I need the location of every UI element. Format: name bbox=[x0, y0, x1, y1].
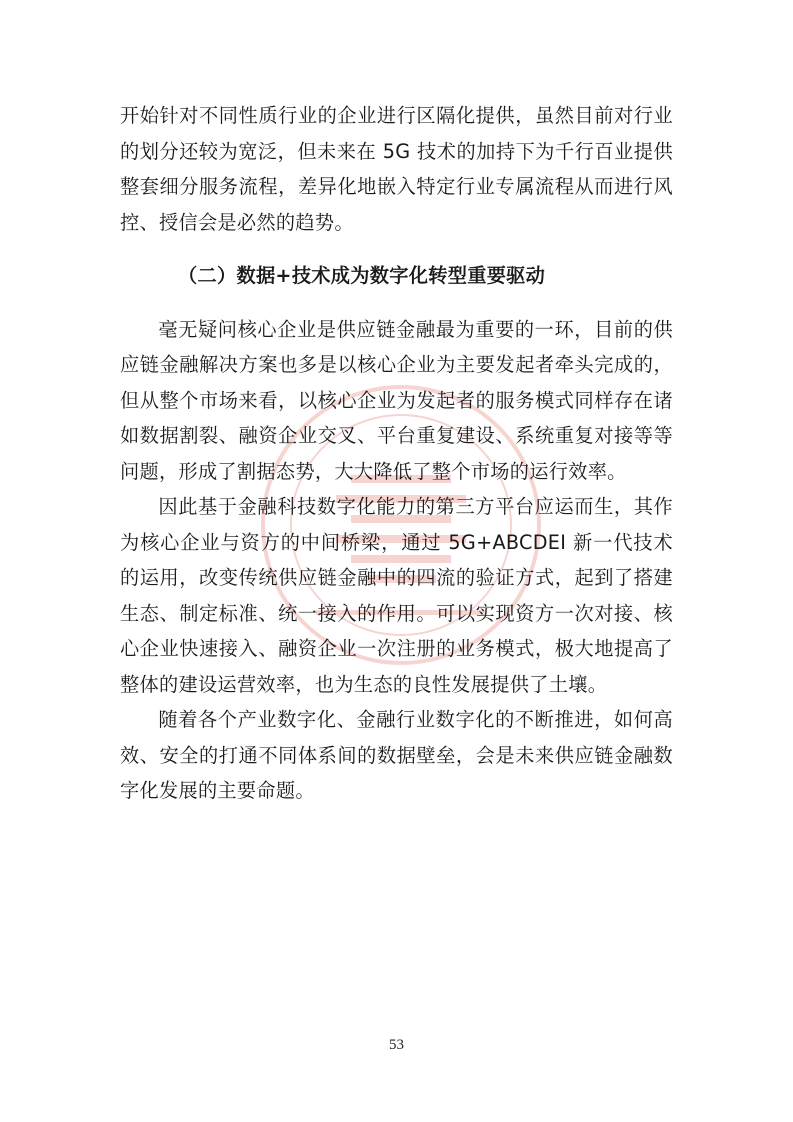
paragraph-1: 毫无疑问核心企业是供应链金融最为重要的一环，目前的供应链金融解决方案也多是以核心企业为主要发起者牵头完成的，但从整个市场来看，以核心企业为发起者的服务模式同样存在诸如数据割裂、融资企业交叉、平台重复建设、系统重复对接等等问题，形成了割据态势，大大降低了整个市场的运行效率。 bbox=[120, 317, 673, 483]
page-number: 53 bbox=[389, 1037, 404, 1053]
section-heading: （二）数据+技术成为数字化转型重要驱动 bbox=[178, 264, 546, 287]
paragraph-3: 随着各个产业数字化、金融行业数字化的不断推进，如何高效、安全的打通不同体系间的数据壁垒，会是未来供应链金融数字化发展的主要命题。 bbox=[120, 708, 673, 802]
paragraph-continued: 开始针对不同性质行业的企业进行区隔化提供，虽然目前对行业的划分还较为宽泛，但未来在 5G 技术的加持下为千行百业提供整套细分服务流程，差异化地嵌入特定行业专属流程从而进行风控、授信会是必然的趋势。 bbox=[120, 104, 673, 234]
paragraph-2: 因此基于金融科技数字化能力的第三方平台应运而生，其作为核心企业与资方的中间桥梁，通过 5G+ABCDEI 新一代技术的运用，改变传统供应链金融中的四流的验证方式，起到了搭建生态、制定标准、统一接入的作用。可以实现资方一次对接、核心企业快速接入、融资企业一次注册的业务模式，极大地提高了整体的建设运营效率，也为生态的良性发展提供了土壤。 bbox=[120, 495, 673, 696]
main-content bbox=[120, 98, 673, 809]
